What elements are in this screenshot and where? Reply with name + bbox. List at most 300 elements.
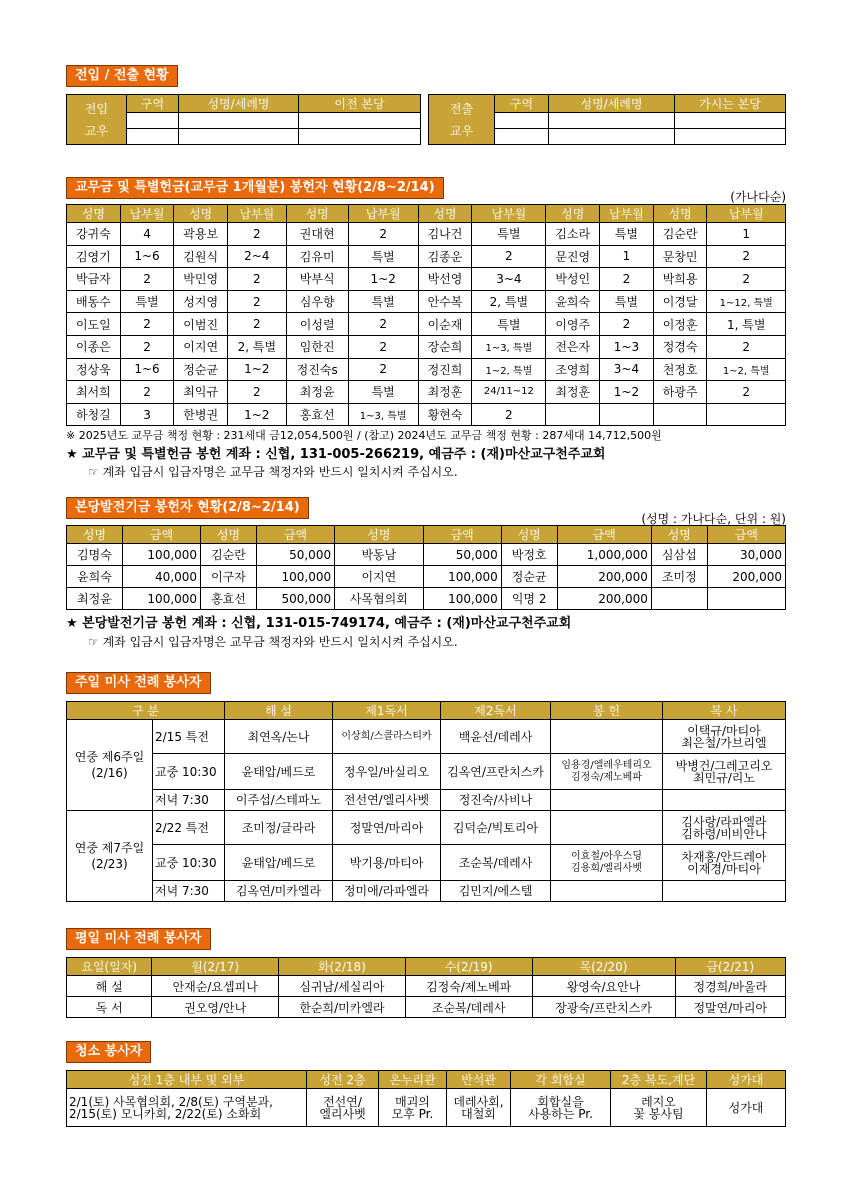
week-name: 연중 제7주일	[74, 841, 145, 855]
sunday-reading1: 정우일/바실리오	[333, 754, 441, 790]
mass-time: 2/15 특전	[153, 720, 225, 754]
donation-header-cell: 성명	[174, 205, 228, 223]
donor-months	[600, 403, 654, 426]
donation-header-cell: 성명	[653, 205, 707, 223]
donor-months: 2~4	[228, 245, 287, 268]
cleaning-cell	[379, 1089, 447, 1127]
transfer-title: 전입 / 전출 현황	[66, 65, 178, 87]
sunday-row	[67, 881, 786, 902]
fund-amount: 200,000	[557, 566, 651, 588]
donor-name: 강귀숙	[67, 223, 121, 246]
donation-header-cell: 성명	[418, 205, 472, 223]
fund-donor-name: 이지연	[335, 566, 423, 588]
transfer-in-table	[66, 94, 421, 145]
donor-months: 1~6	[120, 358, 174, 381]
donor-months: 1~12, 특별	[707, 290, 786, 313]
donation-row	[67, 268, 786, 291]
donor-name: 임한진	[286, 335, 348, 358]
sunday-offering	[551, 720, 663, 754]
sunday-header-cell: 제1독서	[333, 702, 441, 720]
weekday-server: 심귀남/세실리아	[279, 976, 406, 997]
sunday-offering-line: 김용희/엘리사벳	[571, 862, 642, 874]
cleaning-cell-line: 매괴의	[395, 1094, 430, 1109]
fund-donor-name: 정순균	[501, 566, 557, 588]
fund-donor-name: 익명 2	[501, 588, 557, 610]
weekday-header-cell: 월(2/17)	[152, 958, 279, 976]
fund-amount: 30,000	[707, 544, 785, 566]
cleaning-cell: 성가대	[707, 1089, 786, 1127]
weekday-server: 김정숙/제노베파	[405, 976, 532, 997]
fund-header-cell: 금액	[707, 526, 785, 544]
donor-name: 이경달	[653, 290, 707, 313]
fund-donor-name: 김순란	[201, 544, 257, 566]
donation-section	[66, 176, 444, 199]
donor-name: 최정윤	[286, 381, 348, 404]
donor-name: 정경숙	[653, 335, 707, 358]
cleaning-cell	[447, 1089, 511, 1127]
cleaning-cell-line: 2/15(토) 모니카회, 2/22(토) 소화회	[69, 1106, 262, 1121]
sunday-server-line: 최은철/가브리엘	[681, 735, 767, 750]
fund-account: ★ 본당발전기금 봉헌 계좌 : 신협, 131-015-749174, 예금주 : (재)마산교구천주교회	[66, 616, 572, 631]
fund-header-cell: 금액	[557, 526, 651, 544]
sunday-week-label	[67, 811, 153, 902]
mass-time: 교중 10:30	[153, 754, 225, 790]
week-date: (2/16)	[91, 766, 128, 780]
donation-row	[67, 335, 786, 358]
donor-months: 2	[707, 335, 786, 358]
fund-section	[66, 496, 309, 519]
donor-name: 이지연	[174, 335, 228, 358]
donor-name: 정순균	[174, 358, 228, 381]
donor-name: 황현숙	[418, 403, 472, 426]
week-date: (2/23)	[91, 857, 128, 871]
sunday-server-line: 이택규/마티아	[687, 723, 761, 738]
donor-months: 1~2	[228, 403, 287, 426]
donor-months: 2	[120, 313, 174, 336]
sunday-row	[67, 720, 786, 754]
sunday-offering	[551, 811, 663, 845]
donor-name: 박희용	[653, 268, 707, 291]
sunday-offering-line: 임용경/엘레우테리오	[561, 759, 652, 771]
cleaning-cell-line: 전선연/	[323, 1094, 362, 1109]
sunday-commentary: 김옥연/미카엘라	[225, 881, 333, 902]
sunday-row	[67, 845, 786, 881]
donation-account: ★ 교무금 및 특별헌금 봉헌 계좌 : 신협, 131-005-266219, 예금주 : (재)마산교구천주교회	[66, 447, 606, 462]
sunday-offering	[551, 845, 663, 881]
donor-name: 최익규	[174, 381, 228, 404]
fund-amount: 40,000	[122, 566, 200, 588]
sunday-offering	[551, 754, 663, 790]
cleaning-cell	[611, 1089, 707, 1127]
weekday-role: 독 서	[67, 997, 152, 1018]
weekday-server: 한순희/미카엘라	[279, 997, 406, 1018]
cleaning-cell-line: 엘리사벳	[319, 1106, 366, 1121]
sunday-server-line: 김사랑/라파엘라	[681, 814, 767, 829]
sunday-server	[663, 720, 786, 754]
weekday-server: 안재순/요셉피나	[152, 976, 279, 997]
donor-months: 2	[348, 358, 418, 381]
cleaning-cell	[67, 1089, 307, 1127]
donor-name: 최정훈	[418, 381, 472, 404]
donor-name: 이정훈	[653, 313, 707, 336]
fund-donor-name: 심삼섭	[651, 544, 707, 566]
donor-months: 특별	[472, 313, 546, 336]
cleaning-row	[67, 1089, 786, 1127]
donor-name: 곽용보	[174, 223, 228, 246]
fund-row	[67, 588, 786, 610]
donation-title: 교무금 및 특별헌금(교무금 1개월분) 봉헌자 현황(2/8~2/14)	[66, 177, 444, 199]
sunday-header-cell: 구 분	[67, 702, 225, 720]
donor-months: 1~2	[348, 268, 418, 291]
weekday-header-cell: 수(2/19)	[405, 958, 532, 976]
weekday-header-cell: 목(2/20)	[532, 958, 675, 976]
weekday-server: 정말연/마리아	[675, 997, 785, 1018]
sunday-commentary: 이주섭/스테파노	[225, 790, 333, 811]
donor-months: 특별	[120, 290, 174, 313]
donor-months: 특별	[472, 223, 546, 246]
mass-time: 교중 10:30	[153, 845, 225, 881]
donor-name: 김영기	[67, 245, 121, 268]
donor-months: 2	[228, 381, 287, 404]
weekday-section	[66, 927, 211, 950]
donor-months: 2	[348, 335, 418, 358]
fund-header-cell: 금액	[256, 526, 334, 544]
sunday-offering	[551, 881, 663, 902]
week-name: 연중 제6주일	[74, 750, 145, 764]
donor-months: 2	[472, 245, 546, 268]
transfer-out-table	[428, 94, 786, 145]
sunday-server-line: 최민규/리노	[692, 770, 755, 785]
donor-months: 1~3	[600, 335, 654, 358]
donor-months: 2	[228, 268, 287, 291]
cleaning-cell	[511, 1089, 611, 1127]
donor-months: 2	[472, 403, 546, 426]
cleaning-header-cell: 성전 2층	[307, 1071, 379, 1089]
donation-row	[67, 290, 786, 313]
sunday-table	[66, 701, 786, 902]
donor-months: 2	[120, 381, 174, 404]
fund-donor-name: 홍효선	[201, 588, 257, 610]
donor-name: 최서희	[67, 381, 121, 404]
sunday-week-label	[67, 720, 153, 811]
fund-header-cell: 성명	[501, 526, 557, 544]
cleaning-header-cell: 2층 복도,계단	[611, 1071, 707, 1089]
donor-months: 4	[120, 223, 174, 246]
donor-months: 1~2, 특별	[472, 358, 546, 381]
donation-row	[67, 223, 786, 246]
fund-amount: 100,000	[423, 588, 501, 610]
donor-name: 윤희숙	[546, 290, 600, 313]
fund-amount: 1,000,000	[557, 544, 651, 566]
cleaning-header-cell: 성가대	[707, 1071, 786, 1089]
donation-row	[67, 245, 786, 268]
donor-months: 2	[120, 268, 174, 291]
weekday-table	[66, 957, 786, 1018]
donation-footnote: ※ 2025년도 교무금 책정 현황 : 231세대 금12,054,500원 / (참고) 2024년도 교무금 책정 현황 : 287세대 14,712,500원	[66, 429, 662, 442]
transfer-out-header: 성명/세례명	[549, 95, 675, 113]
fund-donor-name: 김명숙	[67, 544, 123, 566]
donation-header-cell: 성명	[546, 205, 600, 223]
donor-months: 2	[228, 290, 287, 313]
weekday-row	[67, 997, 786, 1018]
donor-name: 전은자	[546, 335, 600, 358]
mass-time: 저녁 7:30	[153, 790, 225, 811]
cleaning-cell-line: 모후 Pr.	[391, 1106, 434, 1121]
donor-name: 박성인	[546, 268, 600, 291]
fund-order: (성명 : 가나다순, 단위 : 원)	[641, 512, 786, 526]
donor-name: 심우향	[286, 290, 348, 313]
fund-donor-name: 최정윤	[67, 588, 123, 610]
donor-name: 김유미	[286, 245, 348, 268]
sunday-reading2: 백윤선/데레사	[441, 720, 551, 754]
donor-name: 김나건	[418, 223, 472, 246]
donation-row	[67, 381, 786, 404]
fund-title: 본당발전기금 봉헌자 현황(2/8~2/14)	[66, 497, 309, 519]
donor-name: 김종운	[418, 245, 472, 268]
donor-name: 하청길	[67, 403, 121, 426]
donor-name: 성지영	[174, 290, 228, 313]
transfer-out-label1: 전출	[449, 101, 474, 116]
fund-donor-name: 박동남	[335, 544, 423, 566]
fund-donor-name	[651, 588, 707, 610]
weekday-server: 왕영숙/요안나	[532, 976, 675, 997]
donor-months: 1~6	[120, 245, 174, 268]
weekday-server: 정경희/바울라	[675, 976, 785, 997]
mass-time: 저녁 7:30	[153, 881, 225, 902]
fund-notice: ☞ 계좌 입금시 입금자명은 교무금 책정자와 반드시 일치시켜 주십시오.	[88, 635, 458, 649]
donation-order: (가나다순)	[730, 190, 786, 204]
donor-name: 천정호	[653, 358, 707, 381]
fund-amount: 100,000	[423, 566, 501, 588]
fund-amount	[707, 588, 785, 610]
donor-name: 정상욱	[67, 358, 121, 381]
sunday-reading2: 김옥연/프란치스카	[441, 754, 551, 790]
fund-header-cell: 성명	[67, 526, 123, 544]
sunday-reading2: 김덕순/빅토리아	[441, 811, 551, 845]
fund-table	[66, 525, 786, 610]
fund-amount: 50,000	[256, 544, 334, 566]
donor-months: 2	[228, 313, 287, 336]
sunday-commentary: 윤태압/베드로	[225, 754, 333, 790]
cleaning-cell-line: 회합실을	[537, 1094, 584, 1109]
sunday-reading2: 조순복/데레사	[441, 845, 551, 881]
donor-name: 박부식	[286, 268, 348, 291]
donor-name	[653, 403, 707, 426]
donor-name: 이성렬	[286, 313, 348, 336]
sunday-server-line: 차재홍/안드레아	[681, 849, 767, 864]
sunday-server	[663, 845, 786, 881]
fund-amount: 50,000	[423, 544, 501, 566]
fund-header-cell: 금액	[423, 526, 501, 544]
weekday-header-cell: 요일(일자)	[67, 958, 152, 976]
donation-header-cell: 성명	[286, 205, 348, 223]
sunday-server	[663, 754, 786, 790]
sunday-commentary: 윤태압/베드로	[225, 845, 333, 881]
donor-months	[707, 403, 786, 426]
fund-header-cell: 성명	[335, 526, 423, 544]
donation-header-cell: 납부월	[600, 205, 654, 223]
donor-name: 문진영	[546, 245, 600, 268]
cleaning-header-row	[67, 1071, 786, 1089]
sunday-header-cell: 복 사	[663, 702, 786, 720]
fund-row	[67, 566, 786, 588]
sunday-row	[67, 811, 786, 845]
fund-amount: 200,000	[707, 566, 785, 588]
donation-row	[67, 313, 786, 336]
transfer-in-header: 성명/세례명	[179, 95, 299, 113]
donor-months: 1~2	[600, 381, 654, 404]
cleaning-header-cell: 온누리관	[379, 1071, 447, 1089]
sunday-reading1: 정미애/라파엘라	[333, 881, 441, 902]
donor-name: 박선영	[418, 268, 472, 291]
sunday-offering-line: 김정숙/제노베파	[571, 771, 642, 783]
sunday-reading2: 정진숙/사비나	[441, 790, 551, 811]
cleaning-cell-line: 2/1(토) 사목협의회, 2/8(토) 구역분과,	[69, 1094, 273, 1109]
donor-months: 1	[707, 223, 786, 246]
donor-name: 김원식	[174, 245, 228, 268]
fund-row	[67, 544, 786, 566]
sunday-server	[663, 811, 786, 845]
cleaning-cell-line: 사용하는 Pr.	[528, 1106, 593, 1121]
donor-name: 조영희	[546, 358, 600, 381]
sunday-row	[67, 790, 786, 811]
sunday-reading1: 전선연/엘리사벳	[333, 790, 441, 811]
fund-amount: 100,000	[122, 544, 200, 566]
fund-amount: 500,000	[256, 588, 334, 610]
donor-months: 1~2, 특별	[707, 358, 786, 381]
sunday-offering	[551, 790, 663, 811]
weekday-title: 평일 미사 전례 봉사자	[66, 928, 211, 950]
donor-name: 장순희	[418, 335, 472, 358]
donation-notice: ☞ 계좌 입금시 입금자명은 교무금 책정자와 반드시 일치시켜 주십시오.	[88, 465, 458, 479]
donor-name: 권대현	[286, 223, 348, 246]
cleaning-cell-line: 꽃 봉사팀	[633, 1106, 684, 1121]
transfer-out-header: 가시는 본당	[675, 95, 786, 113]
donor-name: 김소라	[546, 223, 600, 246]
transfer-out-header: 구역	[495, 95, 549, 113]
donor-months: 1~3, 특별	[348, 403, 418, 426]
donor-name	[546, 403, 600, 426]
donor-name: 이도일	[67, 313, 121, 336]
donor-name: 안수복	[418, 290, 472, 313]
donor-name: 이범진	[174, 313, 228, 336]
fund-amount: 200,000	[557, 588, 651, 610]
donor-name: 한병권	[174, 403, 228, 426]
sunday-row	[67, 754, 786, 790]
donor-months: 3	[120, 403, 174, 426]
sunday-server	[663, 790, 786, 811]
fund-amount: 100,000	[122, 588, 200, 610]
sunday-header-cell: 제2독서	[441, 702, 551, 720]
fund-header-cell: 성명	[201, 526, 257, 544]
sunday-header-cell: 봉 헌	[551, 702, 663, 720]
donor-months: 2	[228, 223, 287, 246]
donor-months: 2	[707, 381, 786, 404]
donation-header-row	[67, 205, 786, 223]
weekday-role: 해 설	[67, 976, 152, 997]
fund-header-row	[67, 526, 786, 544]
donation-row	[67, 403, 786, 426]
fund-header-cell: 성명	[651, 526, 707, 544]
weekday-row	[67, 976, 786, 997]
donor-months: 3~4	[600, 358, 654, 381]
transfer-in-header: 이전 본당	[299, 95, 421, 113]
cleaning-title: 청소 봉사자	[66, 1041, 151, 1063]
weekday-header-cell: 금(2/21)	[675, 958, 785, 976]
donor-months: 2	[348, 313, 418, 336]
mass-time: 2/22 특전	[153, 811, 225, 845]
donor-months: 특별	[348, 245, 418, 268]
donation-row	[67, 358, 786, 381]
donor-months: 2	[348, 223, 418, 246]
donor-name: 이영주	[546, 313, 600, 336]
sunday-server-line: 이재경/마티아	[687, 861, 761, 876]
donor-months: 특별	[600, 290, 654, 313]
sunday-reading1: 정말연/마리아	[333, 811, 441, 845]
donor-name: 박금자	[67, 268, 121, 291]
sunday-commentary: 최연옥/논나	[225, 720, 333, 754]
donor-months: 특별	[348, 290, 418, 313]
donation-header-cell: 납부월	[348, 205, 418, 223]
weekday-header-cell: 화(2/18)	[279, 958, 406, 976]
fund-donor-name: 박정호	[501, 544, 557, 566]
donation-header-cell: 납부월	[707, 205, 786, 223]
sunday-reading1: 박기용/마티아	[333, 845, 441, 881]
donor-name: 정진숙s	[286, 358, 348, 381]
sunday-server	[663, 881, 786, 902]
donor-months: 2	[600, 313, 654, 336]
donor-months: 특별	[348, 381, 418, 404]
donor-name: 홍효선	[286, 403, 348, 426]
donation-header-cell: 납부월	[228, 205, 287, 223]
donor-months: 1~3, 특별	[472, 335, 546, 358]
donor-name: 이순재	[418, 313, 472, 336]
donor-months: 2	[600, 268, 654, 291]
cleaning-cell-line: 대철회	[461, 1106, 496, 1121]
cleaning-cell-line: 데레사회,	[453, 1094, 504, 1109]
weekday-server: 권오영/안나	[152, 997, 279, 1018]
transfer-section	[66, 64, 178, 87]
donor-months: 2, 특별	[228, 335, 287, 358]
fund-donor-name: 사목협의회	[335, 588, 423, 610]
cleaning-cell-line: 레지오	[641, 1094, 676, 1109]
weekday-server: 조순복/데레사	[405, 997, 532, 1018]
donor-months: 2, 특별	[472, 290, 546, 313]
transfer-in-label2: 교우	[84, 123, 109, 138]
fund-donor-name: 윤희숙	[67, 566, 123, 588]
sunday-reading2: 김민지/에스텔	[441, 881, 551, 902]
donor-months: 2	[707, 268, 786, 291]
sunday-header-row	[67, 702, 786, 720]
weekday-server: 장광숙/프란치스카	[532, 997, 675, 1018]
donation-header-cell: 성명	[67, 205, 121, 223]
sunday-server-line: 김하령/비비안나	[681, 826, 767, 841]
donor-months: 1	[600, 245, 654, 268]
sunday-section	[66, 671, 211, 694]
sunday-header-cell: 해 설	[225, 702, 333, 720]
donation-header-cell: 납부월	[472, 205, 546, 223]
donor-months: 2	[707, 245, 786, 268]
cleaning-header-cell: 반석관	[447, 1071, 511, 1089]
sunday-reading1: 이상희/스콜라스티카	[333, 720, 441, 754]
fund-header-cell: 금액	[122, 526, 200, 544]
sunday-offering-line: 이효철/아우스딩	[571, 850, 642, 862]
donor-months: 특별	[600, 223, 654, 246]
donor-name: 배동수	[67, 290, 121, 313]
donor-months: 24/11~12	[472, 381, 546, 404]
fund-amount: 100,000	[256, 566, 334, 588]
sunday-title: 주일 미사 전례 봉사자	[66, 672, 211, 694]
